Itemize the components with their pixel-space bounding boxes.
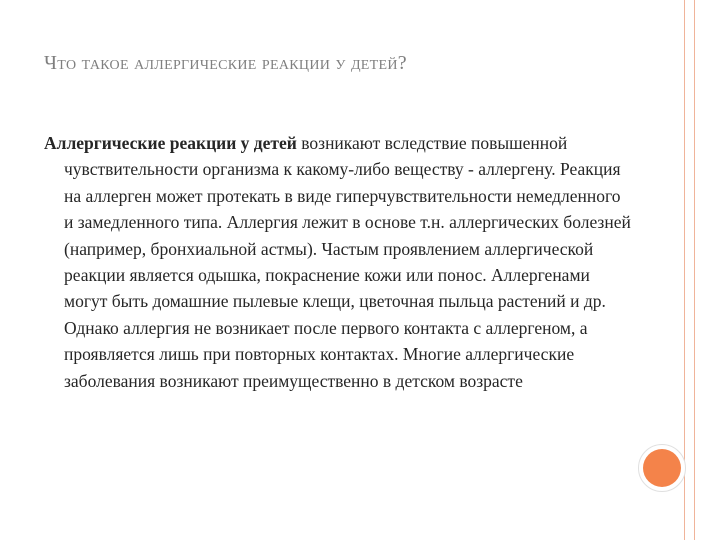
slide-body (44, 130, 634, 394)
frame-line-right (694, 0, 695, 540)
body-paragraph (44, 130, 634, 394)
circle-dot (643, 449, 681, 487)
paragraph-rest: возникают вследствие повышенной чувствительности организма к какому-либо веществу - аллергену. Реакция на аллерген может протекать в виде гиперчувствительности немедленного и замедленного типа. Аллергия лежит в основе т.н. аллергических болезней (например, бронхиальной астмы). Частым проявлением аллергической реакции является одышка, покраснение кожи или понос. Аллергенами могут быть домашние пылевые клещи, цветочная пыльца растений и др. Однако аллергия не возникает после первого контакта с аллергеном, а проявляется лишь при повторных контактах. Многие аллергические заболевания возникают преимущественно в детском возрасте (64, 133, 631, 391)
paragraph-lead-bold: Аллергические реакции у детей (44, 133, 297, 153)
slide-title: Что такое аллергические реакции у детей? (44, 52, 407, 74)
decorative-circle-icon (638, 444, 686, 492)
